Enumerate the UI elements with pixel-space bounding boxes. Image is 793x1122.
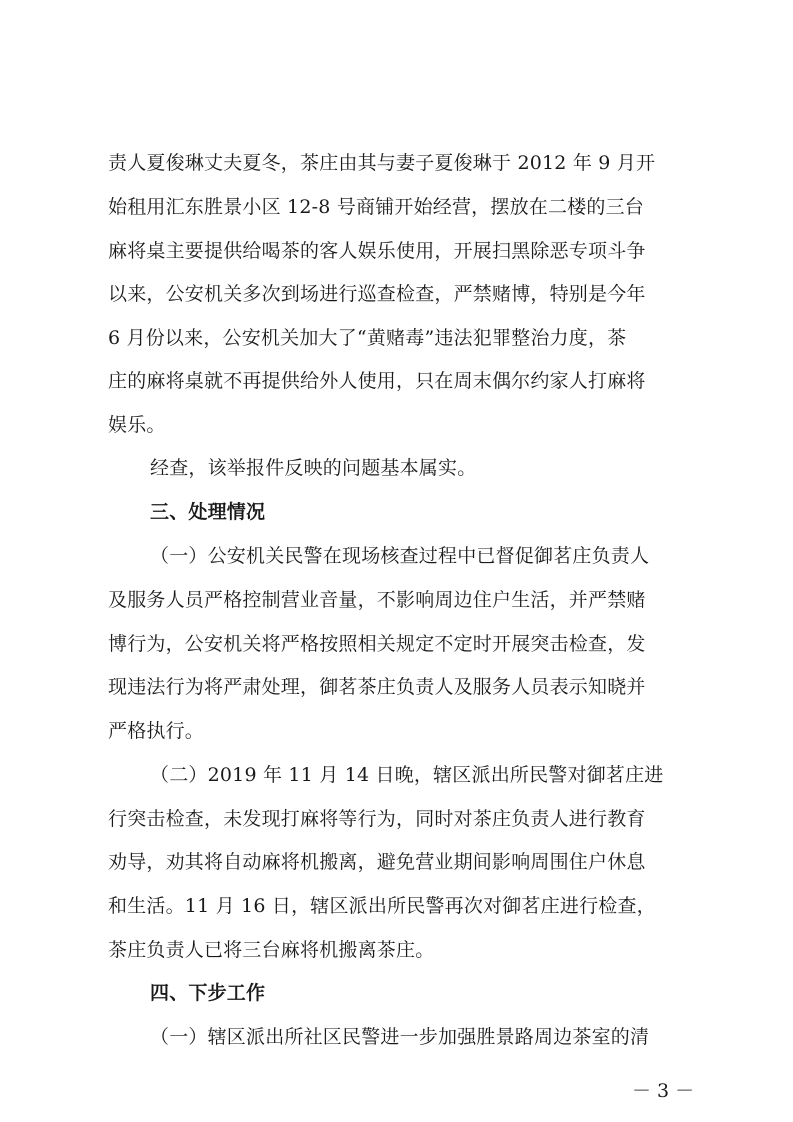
paragraph-line: 博行为，公安机关将严格按照相关规定不定时开展突击检查，发 — [108, 633, 646, 655]
paragraph-line: 麻将桌主要提供给喝茶的客人娱乐使用，开展扫黑除恶专项斗争 — [108, 240, 646, 262]
paragraph-line: 经查，该举报件反映的问题基本属实。 — [150, 457, 477, 479]
paragraph-line: 茶庄负责人已将三台麻将机搬离茶庄。 — [108, 939, 435, 961]
paragraph-line: （一）辖区派出所社区民警进一步加强胜景路周边茶室的清 — [150, 1026, 650, 1048]
paragraph-line: 及服务人员严格控制营业音量，不影响周边住户生活，并严禁赌 — [108, 589, 646, 611]
paragraph-line: 以来，公安机关多次到场进行巡查检查，严禁赌博，特别是今年 — [108, 283, 646, 305]
paragraph-line: （二）2019 年 11 月 14 日晚，辖区派出所民警对御茗庄进 — [150, 764, 664, 786]
page-number: － 3 － — [632, 1080, 695, 1102]
section-heading: 四、下步工作 — [150, 982, 266, 1004]
paragraph-line: 行突击检查，未发现打麻将等行为，同时对茶庄负责人进行教育 — [108, 808, 646, 830]
paragraph-line: 劝导，劝其将自动麻将机搬离，避免营业期间影响周围住户休息 — [108, 851, 646, 873]
paragraph-line: 庄的麻将桌就不再提供给外人使用，只在周末偶尔约家人打麻将 — [108, 370, 646, 392]
paragraph-line: 始租用汇东胜景小区 12-8 号商铺开始经营，摆放在二楼的三台 — [108, 196, 644, 218]
paragraph-line: 责人夏俊琳丈夫夏冬，茶庄由其与妻子夏俊琳于 2012 年 9 月开 — [108, 152, 656, 174]
section-heading: 三、处理情况 — [150, 501, 266, 523]
paragraph-line: 6 月份以来，公安机关加大了“黄赌毒”违法犯罪整治力度，茶 — [108, 327, 627, 349]
paragraph-line: 娱乐。 — [108, 414, 166, 436]
paragraph-line: 现违法行为将严肃处理，御茗茶庄负责人及服务人员表示知晓并 — [108, 676, 646, 698]
paragraph-line: 严格执行。 — [108, 720, 205, 742]
paragraph-line: （一）公安机关民警在现场核查过程中已督促御茗庄负责人 — [150, 545, 650, 567]
paragraph-line: 和生活。11 月 16 日，辖区派出所民警再次对御茗庄进行检查， — [108, 895, 656, 917]
